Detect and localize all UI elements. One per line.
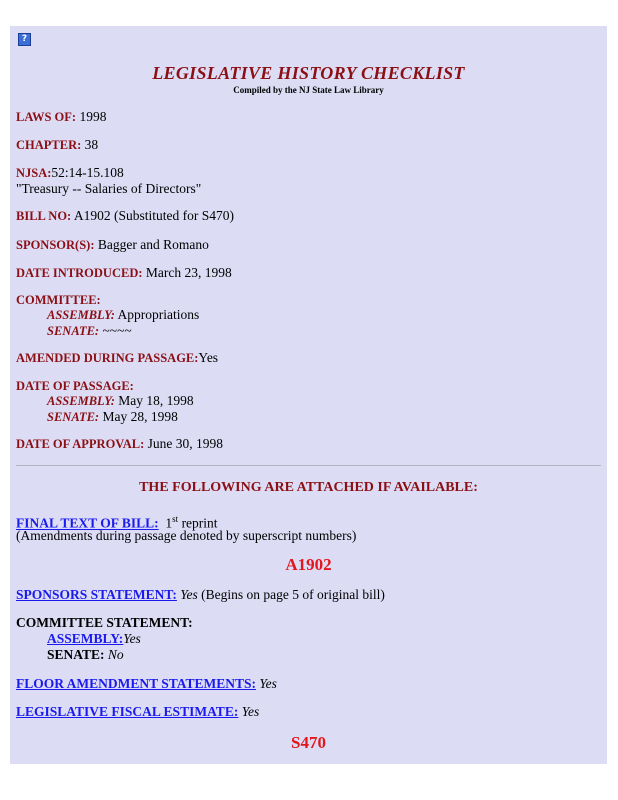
chapter-label: CHAPTER: [16,138,82,152]
njsa-row [16,165,124,181]
fiscal-estimate-link[interactable]: LEGISLATIVE FISCAL ESTIMATE: [16,704,239,719]
committee-statement-senate-label: SENATE: [47,647,105,662]
section-divider [16,465,601,466]
sponsors-statement-link[interactable]: SPONSORS STATEMENT: [16,587,177,602]
passage-senate-row [47,409,178,425]
committee-assembly-value: Appropriations [117,307,200,322]
committee-senate-row [47,323,132,339]
amended-value: Yes [198,350,219,365]
sponsors-statement-row [16,587,385,603]
committee-label [16,292,101,308]
checklist-page [10,26,607,764]
date-of-approval-row [16,436,223,452]
fiscal-estimate-value: Yes [241,704,260,719]
bill-no-label: BILL NO: [16,209,72,223]
date-introduced-value: March 23, 1998 [145,265,232,280]
committee-statement-assembly-link[interactable]: ASSEMBLY: [47,631,124,646]
fiscal-estimate-row [16,704,259,720]
help-icon[interactable]: ? [18,33,31,46]
committee-senate-value: ~~~~ [102,323,132,338]
njsa-label: NJSA: [16,166,52,180]
bill-no-value: A1902 (Substituted for S470) [73,208,234,223]
sponsors-row [16,237,209,253]
attached-heading: THE FOLLOWING ARE ATTACHED IF AVAILABLE: [139,480,478,495]
chapter-row [16,137,98,153]
floor-amendment-link[interactable]: FLOOR AMENDMENT STATEMENTS: [16,676,257,691]
date-of-approval-label: DATE OF APPROVAL: [16,437,145,451]
bill-no-row [16,208,234,224]
committee-label-text: COMMITTEE: [16,293,101,307]
date-introduced-label: DATE INTRODUCED: [16,266,143,280]
floor-amendment-value: Yes [259,676,277,691]
sponsors-label: SPONSOR(S): [16,238,95,252]
bill-s-heading: S470 [291,733,326,752]
sponsors-value: Bagger and Romano [97,237,209,252]
laws-of-row [16,109,106,125]
njsa-caption: "Treasury -- Salaries of Directors" [16,181,202,196]
date-introduced-row [16,265,232,281]
committee-statement-label: COMMITTEE STATEMENT: [16,615,193,630]
committee-statement-senate-row [47,647,124,663]
committee-statement-assembly-row [47,631,141,647]
page-title: LEGISLATIVE HISTORY CHECKLIST [152,63,465,83]
committee-statement-senate-value: No [107,647,124,662]
amended-label: AMENDED DURING PASSAGE: [16,351,199,365]
final-text-value-sup: st [172,514,179,524]
bill-a-heading: A1902 [285,555,332,574]
passage-assembly-label: ASSEMBLY: [47,394,115,408]
date-of-approval-value: June 30, 1998 [147,436,223,451]
passage-assembly-row [47,393,194,409]
date-of-passage-label-text: DATE OF PASSAGE: [16,379,134,393]
final-text-link[interactable]: FINAL TEXT OF BILL: [16,515,159,531]
passage-senate-label: SENATE: [47,410,100,424]
final-text-note: (Amendments during passage denoted by superscript numbers) [16,528,357,543]
final-text-value-num: 1 [165,515,173,531]
laws-of-label: LAWS OF: [16,110,77,124]
committee-assembly-label: ASSEMBLY: [47,308,115,322]
committee-senate-label: SENATE: [47,324,100,338]
floor-amendment-row [16,676,277,692]
njsa-value: 52:14-15.108 [51,165,124,180]
sponsors-statement-note: (Begins on page 5 of original bill) [201,587,385,602]
committee-statement-assembly-value: Yes [123,631,141,646]
committee-assembly-row [47,307,199,323]
passage-assembly-value: May 18, 1998 [118,393,194,408]
page-subtitle: Compiled by the NJ State Law Library [233,85,384,95]
passage-senate-value: May 28, 1998 [102,409,178,424]
chapter-value: 38 [84,137,99,152]
sponsors-statement-value: Yes [180,587,198,602]
final-text-value-rest: reprint [178,515,218,531]
amended-row [16,350,218,366]
date-of-passage-label [16,378,134,394]
laws-of-value: 1998 [79,109,107,124]
